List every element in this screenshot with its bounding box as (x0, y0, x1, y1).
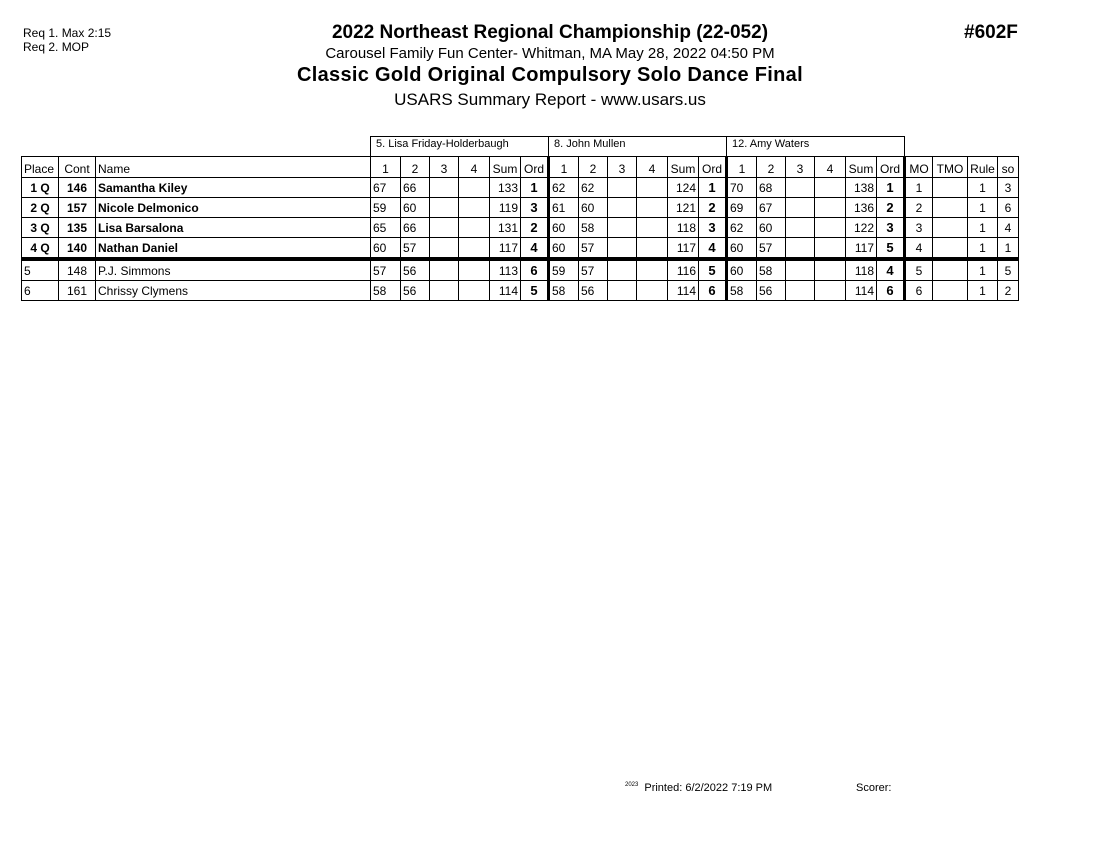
col-judge2-mark2-header: 2 (579, 157, 608, 178)
judge1-mark2-cell: 56 (401, 281, 430, 301)
mo-cell: 2 (905, 198, 933, 218)
judge3-sum-cell: 122 (846, 218, 877, 238)
judge1-mark3-cell (430, 198, 459, 218)
col-judge1-mark2-header: 2 (401, 157, 430, 178)
judge1-mark2-cell: 57 (401, 238, 430, 260)
place-cell: 6 (22, 281, 59, 301)
judge3-mark1-cell: 60 (727, 259, 757, 281)
report-line: USARS Summary Report - www.usars.us (394, 90, 706, 109)
col-rule-header: Rule (968, 157, 998, 178)
judge1-mark3-cell (430, 281, 459, 301)
name-cell: Chrissy Clymens (96, 281, 371, 301)
judge-1-header: 5. Lisa Friday-Holderbaugh (371, 137, 549, 157)
place-cell: 3 Q (22, 218, 59, 238)
requirement-2: Req 2. MOP (23, 40, 90, 54)
judge1-mark2-cell: 66 (401, 218, 430, 238)
judge2-mark1-cell: 61 (549, 198, 579, 218)
judge3-mark1-cell: 58 (727, 281, 757, 301)
judge2-mark4-cell (637, 281, 668, 301)
judge2-mark4-cell (637, 259, 668, 281)
cont-cell: 148 (59, 259, 96, 281)
judge3-ord-cell: 4 (877, 259, 905, 281)
judge1-sum-cell: 119 (490, 198, 521, 218)
event-name: Classic Gold Original Compulsory Solo Dance Final (297, 64, 803, 86)
col-judge2-mark4-header: 4 (637, 157, 668, 178)
judge2-mark3-cell (608, 178, 637, 198)
tmo-cell (933, 281, 968, 301)
col-judge3-mark2-header: 2 (757, 157, 786, 178)
judge1-mark3-cell (430, 178, 459, 198)
judge2-mark3-cell (608, 198, 637, 218)
judge3-mark2-cell: 67 (757, 198, 786, 218)
mo-cell: 1 (905, 178, 933, 198)
judge1-mark3-cell (430, 238, 459, 260)
judge2-mark1-cell: 59 (549, 259, 579, 281)
judge3-sum-cell: 114 (846, 281, 877, 301)
col-judge1-ord-header: Ord (521, 157, 549, 178)
judge3-sum-cell: 118 (846, 259, 877, 281)
place-cell: 1 Q (22, 178, 59, 198)
judge1-sum-cell: 131 (490, 218, 521, 238)
name-cell: Nicole Delmonico (96, 198, 371, 218)
judge2-sum-cell: 118 (668, 218, 699, 238)
table-row (22, 238, 1019, 260)
judge3-mark3-cell (786, 238, 815, 260)
judge2-mark3-cell (608, 259, 637, 281)
rule-cell: 1 (968, 259, 998, 281)
judge2-mark2-cell: 62 (579, 178, 608, 198)
mo-cell: 3 (905, 218, 933, 238)
col-judge1-mark3-header: 3 (430, 157, 459, 178)
judge1-mark1-cell: 57 (371, 259, 401, 281)
judge1-mark1-cell: 67 (371, 178, 401, 198)
printed-timestamp: Printed: 6/2/2022 7:19 PM (644, 782, 773, 794)
judge2-ord-cell: 6 (699, 281, 727, 301)
col-judge3-mark4-header: 4 (815, 157, 846, 178)
judge1-mark3-cell (430, 259, 459, 281)
rule-cell: 1 (968, 178, 998, 198)
name-cell: Samantha Kiley (96, 178, 371, 198)
place-cell: 2 Q (22, 198, 59, 218)
rule-cell: 1 (968, 281, 998, 301)
judge3-mark1-cell: 60 (727, 238, 757, 260)
rule-cell: 1 (968, 198, 998, 218)
col-so-header: so (998, 157, 1019, 178)
judge2-sum-cell: 121 (668, 198, 699, 218)
col-judge1-mark1-header: 1 (371, 157, 401, 178)
judge3-mark4-cell (815, 259, 846, 281)
judge3-sum-cell: 117 (846, 238, 877, 260)
cont-cell: 140 (59, 238, 96, 260)
judge3-mark4-cell (815, 281, 846, 301)
mo-cell: 6 (905, 281, 933, 301)
judge1-sum-cell: 113 (490, 259, 521, 281)
judge1-mark2-cell: 60 (401, 198, 430, 218)
judge3-mark3-cell (786, 218, 815, 238)
judge2-mark3-cell (608, 238, 637, 260)
results-table (21, 136, 1019, 301)
judge2-sum-cell: 116 (668, 259, 699, 281)
judge3-mark2-cell: 57 (757, 238, 786, 260)
col-judge3-sum-header: Sum (846, 157, 877, 178)
judge3-mark4-cell (815, 198, 846, 218)
judge2-mark1-cell: 62 (549, 178, 579, 198)
judge3-ord-cell: 2 (877, 198, 905, 218)
rule-cell: 1 (968, 218, 998, 238)
judge3-sum-cell: 136 (846, 198, 877, 218)
judge1-ord-cell: 3 (521, 198, 549, 218)
judge2-mark1-cell: 58 (549, 281, 579, 301)
judge2-ord-cell: 2 (699, 198, 727, 218)
judge1-mark1-cell: 65 (371, 218, 401, 238)
tmo-cell (933, 198, 968, 218)
col-tmo-header: TMO (933, 157, 968, 178)
judge3-ord-cell: 6 (877, 281, 905, 301)
report-title: 2022 Northeast Regional Championship (22-052) (331, 22, 769, 43)
judge3-mark3-cell (786, 259, 815, 281)
mo-cell: 5 (905, 259, 933, 281)
tmo-cell (933, 238, 968, 260)
judge1-mark2-cell: 66 (401, 178, 430, 198)
judge1-mark4-cell (459, 281, 490, 301)
judge3-mark4-cell (815, 218, 846, 238)
judge2-sum-cell: 114 (668, 281, 699, 301)
col-judge3-mark3-header: 3 (786, 157, 815, 178)
so-cell: 1 (998, 238, 1019, 260)
judge3-mark3-cell (786, 178, 815, 198)
judge2-ord-cell: 5 (699, 259, 727, 281)
name-cell: Lisa Barsalona (96, 218, 371, 238)
judge-3-header: 12. Amy Waters (727, 137, 905, 157)
col-judge1-mark4-header: 4 (459, 157, 490, 178)
cont-cell: 157 (59, 198, 96, 218)
judge3-sum-cell: 138 (846, 178, 877, 198)
col-judge3-mark1-header: 1 (727, 157, 757, 178)
location-line: Carousel Family Fun Center- Whitman, MA May 28, 2022 04:50 PM (325, 45, 775, 62)
column-header-row (22, 157, 1019, 178)
judge1-mark4-cell (459, 198, 490, 218)
cont-cell: 146 (59, 178, 96, 198)
col-name-header: Name (96, 157, 371, 178)
mo-cell: 4 (905, 238, 933, 260)
judge2-ord-cell: 1 (699, 178, 727, 198)
col-judge2-mark1-header: 1 (549, 157, 579, 178)
judge3-mark1-cell: 70 (727, 178, 757, 198)
judge1-ord-cell: 1 (521, 178, 549, 198)
judge3-ord-cell: 3 (877, 218, 905, 238)
judge1-mark4-cell (459, 238, 490, 260)
col-judge1-sum-header: Sum (490, 157, 521, 178)
tmo-cell (933, 259, 968, 281)
table-row (22, 259, 1019, 281)
judge2-ord-cell: 3 (699, 218, 727, 238)
judge1-mark1-cell: 60 (371, 238, 401, 260)
judge1-mark3-cell (430, 218, 459, 238)
judge1-mark4-cell (459, 218, 490, 238)
judge1-mark2-cell: 56 (401, 259, 430, 281)
table-row (22, 198, 1019, 218)
judge1-mark1-cell: 58 (371, 281, 401, 301)
judge1-ord-cell: 4 (521, 238, 549, 260)
requirement-1: Req 1. Max 2:15 (23, 26, 112, 40)
judge-2-header: 8. John Mullen (549, 137, 727, 157)
judge1-sum-cell: 133 (490, 178, 521, 198)
judge1-sum-cell: 117 (490, 238, 521, 260)
place-cell: 4 Q (22, 238, 59, 260)
judge1-mark1-cell: 59 (371, 198, 401, 218)
judge3-mark4-cell (815, 178, 846, 198)
judge2-mark4-cell (637, 178, 668, 198)
tmo-cell (933, 178, 968, 198)
judge2-mark3-cell (608, 218, 637, 238)
judge2-mark2-cell: 60 (579, 198, 608, 218)
so-cell: 4 (998, 218, 1019, 238)
judge1-ord-cell: 2 (521, 218, 549, 238)
judge3-mark2-cell: 68 (757, 178, 786, 198)
judge2-ord-cell: 4 (699, 238, 727, 260)
judge3-mark3-cell (786, 281, 815, 301)
judge2-sum-cell: 124 (668, 178, 699, 198)
footer-code: 2023 (625, 782, 639, 788)
place-cell: 5 (22, 259, 59, 281)
so-cell: 5 (998, 259, 1019, 281)
judge3-ord-cell: 1 (877, 178, 905, 198)
table-row (22, 281, 1019, 301)
judge2-mark1-cell: 60 (549, 218, 579, 238)
cont-cell: 161 (59, 281, 96, 301)
col-judge2-ord-header: Ord (699, 157, 727, 178)
col-mo-header: MO (905, 157, 933, 178)
judge2-mark2-cell: 58 (579, 218, 608, 238)
col-place-header: Place (22, 157, 59, 178)
judge3-mark2-cell: 58 (757, 259, 786, 281)
judge1-sum-cell: 114 (490, 281, 521, 301)
name-cell: Nathan Daniel (96, 238, 371, 260)
so-cell: 3 (998, 178, 1019, 198)
rule-cell: 1 (968, 238, 998, 260)
so-cell: 2 (998, 281, 1019, 301)
judge2-mark2-cell: 57 (579, 238, 608, 260)
scorer-label: Scorer: (856, 782, 892, 794)
judge2-mark4-cell (637, 238, 668, 260)
judge2-mark4-cell (637, 198, 668, 218)
cont-cell: 135 (59, 218, 96, 238)
judge3-mark4-cell (815, 238, 846, 260)
judge1-ord-cell: 6 (521, 259, 549, 281)
judge1-mark4-cell (459, 178, 490, 198)
judge1-ord-cell: 5 (521, 281, 549, 301)
judge2-mark1-cell: 60 (549, 238, 579, 260)
judge2-mark2-cell: 56 (579, 281, 608, 301)
judge3-mark2-cell: 60 (757, 218, 786, 238)
judge3-mark1-cell: 62 (727, 218, 757, 238)
judges-row (22, 137, 1019, 157)
judge3-ord-cell: 5 (877, 238, 905, 260)
judge2-sum-cell: 117 (668, 238, 699, 260)
judge2-mark4-cell (637, 218, 668, 238)
judge1-mark4-cell (459, 259, 490, 281)
name-cell: P.J. Simmons (96, 259, 371, 281)
col-cont-header: Cont (59, 157, 96, 178)
judge3-mark3-cell (786, 198, 815, 218)
tmo-cell (933, 218, 968, 238)
judge2-mark3-cell (608, 281, 637, 301)
col-judge3-ord-header: Ord (877, 157, 905, 178)
judge3-mark1-cell: 69 (727, 198, 757, 218)
event-code: #602F (964, 22, 1018, 43)
judge3-mark2-cell: 56 (757, 281, 786, 301)
printed-footer (625, 782, 772, 794)
col-judge2-mark3-header: 3 (608, 157, 637, 178)
judge2-mark2-cell: 57 (579, 259, 608, 281)
col-judge2-sum-header: Sum (668, 157, 699, 178)
table-row (22, 178, 1019, 198)
so-cell: 6 (998, 198, 1019, 218)
table-row (22, 218, 1019, 238)
